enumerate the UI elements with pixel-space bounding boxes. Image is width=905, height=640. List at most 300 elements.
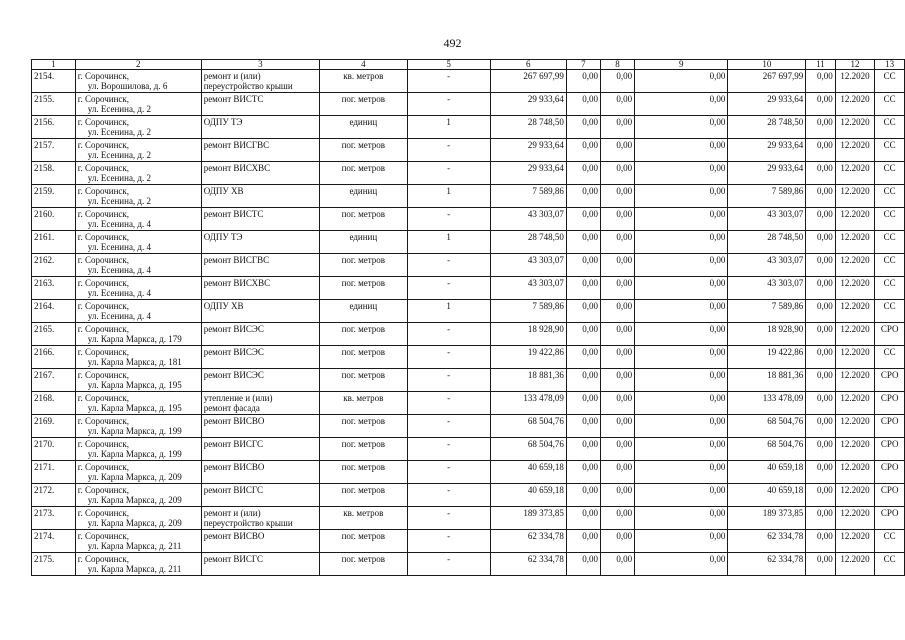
cost-col-10-cell: 19 422,86 xyxy=(728,346,806,369)
cost-col-9-cell: 0,00 xyxy=(635,70,728,93)
total-cost-cell: 28 748,50 xyxy=(490,231,566,254)
quantity-cell: - xyxy=(407,507,490,530)
cost-col-11-cell: 0,00 xyxy=(806,438,835,461)
unit-cell: пог. метров xyxy=(320,530,407,553)
cost-col-8-cell: 0,00 xyxy=(600,139,634,162)
cost-col-7-cell: 0,00 xyxy=(566,162,600,185)
unit-cell: кв. метров xyxy=(320,70,407,93)
cost-col-7-cell: 0,00 xyxy=(566,93,600,116)
quantity-cell: - xyxy=(407,93,490,116)
total-cost-cell: 18 881,36 xyxy=(490,369,566,392)
row-number: 2166. xyxy=(32,346,76,369)
unit-cell: пог. метров xyxy=(320,323,407,346)
completion-date-cell: 12.2020 xyxy=(835,507,875,530)
address-cell xyxy=(75,277,201,300)
address-street: ул. Карла Маркса, д. 181 xyxy=(87,357,182,367)
address-cell xyxy=(75,116,201,139)
address-cell xyxy=(75,231,201,254)
work-type-line: ремонт ВИСГС xyxy=(203,439,263,449)
unit-cell: кв. метров xyxy=(320,507,407,530)
cost-col-8-cell: 0,00 xyxy=(600,93,634,116)
cost-col-9-cell: 0,00 xyxy=(635,300,728,323)
total-cost-cell: 40 659,18 xyxy=(490,461,566,484)
total-cost-cell: 29 933,64 xyxy=(490,93,566,116)
unit-cell: пог. метров xyxy=(320,139,407,162)
unit-cell: пог. метров xyxy=(320,461,407,484)
row-number: 2161. xyxy=(32,231,76,254)
work-type-line: ОДПУ ХВ xyxy=(203,301,244,311)
unit-cell: пог. метров xyxy=(320,553,407,576)
table-row xyxy=(32,392,905,415)
work-type-cell xyxy=(201,93,319,116)
address-city: г. Сорочинск, xyxy=(77,508,130,518)
address-cell xyxy=(75,461,201,484)
quantity-cell: 1 xyxy=(407,231,490,254)
work-type-cell xyxy=(201,553,319,576)
cost-col-11-cell: 0,00 xyxy=(806,323,835,346)
row-number: 2155. xyxy=(32,93,76,116)
work-type-cell xyxy=(201,530,319,553)
fund-type-cell: СРО xyxy=(875,438,905,461)
address-street: ул. Карла Маркса, д. 211 xyxy=(87,541,182,551)
table-row xyxy=(32,484,905,507)
address-city: г. Сорочинск, xyxy=(77,416,130,426)
quantity-cell: - xyxy=(407,70,490,93)
row-number: 2159. xyxy=(32,185,76,208)
quantity-cell: - xyxy=(407,162,490,185)
row-number: 2163. xyxy=(32,277,76,300)
total-cost-cell: 62 334,78 xyxy=(490,530,566,553)
cost-col-10-cell: 18 928,90 xyxy=(728,323,806,346)
table-row xyxy=(32,553,905,576)
address-city: г. Сорочинск, xyxy=(77,140,130,150)
cost-col-8-cell: 0,00 xyxy=(600,231,634,254)
work-type-line: ремонт ВИСХВС xyxy=(203,163,271,173)
cost-col-7-cell: 0,00 xyxy=(566,530,600,553)
cost-col-11-cell: 0,00 xyxy=(806,346,835,369)
work-type-cell xyxy=(201,185,319,208)
row-number: 2160. xyxy=(32,208,76,231)
quantity-cell: - xyxy=(407,438,490,461)
work-type-cell xyxy=(201,139,319,162)
cost-col-9-cell: 0,00 xyxy=(635,392,728,415)
completion-date-cell: 12.2020 xyxy=(835,369,875,392)
work-type-cell xyxy=(201,369,319,392)
cost-col-8-cell: 0,00 xyxy=(600,323,634,346)
work-type-line: ОДПУ ХВ xyxy=(203,186,244,196)
fund-type-cell: СС xyxy=(875,277,905,300)
work-type-line: ремонт ВИСЭС xyxy=(203,324,264,334)
total-cost-cell: 29 933,64 xyxy=(490,162,566,185)
fund-type-cell: СС xyxy=(875,208,905,231)
total-cost-cell: 133 478,09 xyxy=(490,392,566,415)
column-header-3: 3 xyxy=(201,60,319,70)
row-number: 2167. xyxy=(32,369,76,392)
table-header xyxy=(32,60,905,70)
fund-type-cell: СС xyxy=(875,139,905,162)
table-body xyxy=(32,70,905,576)
capital-repair-table xyxy=(31,59,905,576)
fund-type-cell: СС xyxy=(875,231,905,254)
address-cell xyxy=(75,346,201,369)
quantity-cell: - xyxy=(407,461,490,484)
cost-col-7-cell: 0,00 xyxy=(566,461,600,484)
cost-col-8-cell: 0,00 xyxy=(600,162,634,185)
cost-col-7-cell: 0,00 xyxy=(566,116,600,139)
work-type-line: ремонт ВИСТС xyxy=(203,94,264,104)
address-street: ул. Есенина, д. 4 xyxy=(87,265,152,275)
cost-col-11-cell: 0,00 xyxy=(806,461,835,484)
table-row xyxy=(32,346,905,369)
fund-type-cell: СРО xyxy=(875,461,905,484)
table-row xyxy=(32,300,905,323)
cost-col-10-cell: 43 303,07 xyxy=(728,254,806,277)
work-type-line: ремонт ВИСВО xyxy=(203,531,265,541)
fund-type-cell: СС xyxy=(875,70,905,93)
cost-col-9-cell: 0,00 xyxy=(635,530,728,553)
fund-type-cell: СС xyxy=(875,116,905,139)
address-cell xyxy=(75,438,201,461)
cost-col-7-cell: 0,00 xyxy=(566,415,600,438)
total-cost-cell: 7 589,86 xyxy=(490,185,566,208)
address-city: г. Сорочинск, xyxy=(77,324,130,334)
fund-type-cell: СС xyxy=(875,93,905,116)
unit-cell: пог. метров xyxy=(320,484,407,507)
cost-col-10-cell: 28 748,50 xyxy=(728,231,806,254)
cost-col-9-cell: 0,00 xyxy=(635,162,728,185)
address-cell xyxy=(75,415,201,438)
cost-col-8-cell: 0,00 xyxy=(600,185,634,208)
completion-date-cell: 12.2020 xyxy=(835,346,875,369)
cost-col-9-cell: 0,00 xyxy=(635,461,728,484)
work-type-cell xyxy=(201,208,319,231)
total-cost-cell: 43 303,07 xyxy=(490,254,566,277)
quantity-cell: - xyxy=(407,530,490,553)
table-row xyxy=(32,70,905,93)
total-cost-cell: 28 748,50 xyxy=(490,116,566,139)
unit-cell: пог. метров xyxy=(320,346,407,369)
address-street: ул. Карла Маркса, д. 199 xyxy=(87,449,182,459)
completion-date-cell: 12.2020 xyxy=(835,70,875,93)
quantity-cell: 1 xyxy=(407,300,490,323)
unit-cell: пог. метров xyxy=(320,93,407,116)
column-header-2: 2 xyxy=(75,60,201,70)
cost-col-7-cell: 0,00 xyxy=(566,231,600,254)
cost-col-8-cell: 0,00 xyxy=(600,392,634,415)
work-type-line: ремонт ВИСВО xyxy=(203,462,265,472)
cost-col-9-cell: 0,00 xyxy=(635,484,728,507)
address-city: г. Сорочинск, xyxy=(77,462,130,472)
address-street: ул. Есенина, д. 4 xyxy=(87,288,152,298)
unit-cell: пог. метров xyxy=(320,438,407,461)
total-cost-cell: 19 422,86 xyxy=(490,346,566,369)
cost-col-8-cell: 0,00 xyxy=(600,369,634,392)
quantity-cell: - xyxy=(407,277,490,300)
quantity-cell: - xyxy=(407,369,490,392)
row-number: 2154. xyxy=(32,70,76,93)
cost-col-7-cell: 0,00 xyxy=(566,392,600,415)
cost-col-11-cell: 0,00 xyxy=(806,185,835,208)
cost-col-7-cell: 0,00 xyxy=(566,323,600,346)
work-type-cell xyxy=(201,116,319,139)
cost-col-10-cell: 43 303,07 xyxy=(728,277,806,300)
address-city: г. Сорочинск, xyxy=(77,301,130,311)
table-row xyxy=(32,185,905,208)
quantity-cell: - xyxy=(407,346,490,369)
cost-col-8-cell: 0,00 xyxy=(600,254,634,277)
address-city: г. Сорочинск, xyxy=(77,255,130,265)
address-city: г. Сорочинск, xyxy=(77,117,130,127)
cost-col-8-cell: 0,00 xyxy=(600,507,634,530)
work-type-cell xyxy=(201,231,319,254)
address-cell xyxy=(75,162,201,185)
table-row xyxy=(32,507,905,530)
cost-col-8-cell: 0,00 xyxy=(600,438,634,461)
address-city: г. Сорочинск, xyxy=(77,94,130,104)
address-street: ул. Есенина, д. 2 xyxy=(87,196,152,206)
work-type-line: ремонт ВИСЭС xyxy=(203,370,264,380)
quantity-cell: 1 xyxy=(407,116,490,139)
cost-col-10-cell: 68 504,76 xyxy=(728,438,806,461)
cost-col-7-cell: 0,00 xyxy=(566,254,600,277)
cost-col-11-cell: 0,00 xyxy=(806,507,835,530)
cost-col-9-cell: 0,00 xyxy=(635,553,728,576)
address-street: ул. Есенина, д. 4 xyxy=(87,242,152,252)
cost-col-7-cell: 0,00 xyxy=(566,346,600,369)
fund-type-cell: СРО xyxy=(875,507,905,530)
completion-date-cell: 12.2020 xyxy=(835,415,875,438)
cost-col-10-cell: 29 933,64 xyxy=(728,139,806,162)
work-type-cell xyxy=(201,392,319,415)
column-header-1: 1 xyxy=(32,60,76,70)
completion-date-cell: 12.2020 xyxy=(835,461,875,484)
unit-cell: единиц xyxy=(320,116,407,139)
fund-type-cell: СРО xyxy=(875,369,905,392)
address-city: г. Сорочинск, xyxy=(77,393,130,403)
work-type-line: ОДПУ ТЭ xyxy=(203,232,243,242)
address-cell xyxy=(75,323,201,346)
address-city: г. Сорочинск, xyxy=(77,531,130,541)
table-row xyxy=(32,139,905,162)
fund-type-cell: СС xyxy=(875,300,905,323)
address-city: г. Сорочинск, xyxy=(77,186,130,196)
total-cost-cell: 40 659,18 xyxy=(490,484,566,507)
cost-col-8-cell: 0,00 xyxy=(600,208,634,231)
table-row xyxy=(32,254,905,277)
cost-col-8-cell: 0,00 xyxy=(600,553,634,576)
cost-col-9-cell: 0,00 xyxy=(635,208,728,231)
fund-type-cell: СС xyxy=(875,185,905,208)
cost-col-11-cell: 0,00 xyxy=(806,254,835,277)
unit-cell: единиц xyxy=(320,185,407,208)
cost-col-11-cell: 0,00 xyxy=(806,116,835,139)
cost-col-7-cell: 0,00 xyxy=(566,553,600,576)
cost-col-11-cell: 0,00 xyxy=(806,231,835,254)
cost-col-10-cell: 68 504,76 xyxy=(728,415,806,438)
address-cell xyxy=(75,185,201,208)
completion-date-cell: 12.2020 xyxy=(835,162,875,185)
cost-col-7-cell: 0,00 xyxy=(566,139,600,162)
column-header-5: 5 xyxy=(407,60,490,70)
total-cost-cell: 18 928,90 xyxy=(490,323,566,346)
work-type-cell xyxy=(201,461,319,484)
completion-date-cell: 12.2020 xyxy=(835,139,875,162)
table-row xyxy=(32,93,905,116)
work-type-line: ремонт ВИСТС xyxy=(203,209,264,219)
cost-col-10-cell: 29 933,64 xyxy=(728,162,806,185)
quantity-cell: - xyxy=(407,139,490,162)
fund-type-cell: СС xyxy=(875,530,905,553)
work-type-cell xyxy=(201,300,319,323)
cost-col-11-cell: 0,00 xyxy=(806,139,835,162)
address-cell xyxy=(75,530,201,553)
unit-cell: пог. метров xyxy=(320,162,407,185)
address-cell xyxy=(75,507,201,530)
completion-date-cell: 12.2020 xyxy=(835,323,875,346)
address-city: г. Сорочинск, xyxy=(77,485,130,495)
cost-col-9-cell: 0,00 xyxy=(635,415,728,438)
cost-col-10-cell: 28 748,50 xyxy=(728,116,806,139)
column-header-8: 8 xyxy=(600,60,634,70)
address-street: ул. Карла Маркса, д. 195 xyxy=(87,380,182,390)
unit-cell: пог. метров xyxy=(320,208,407,231)
cost-col-10-cell: 189 373,85 xyxy=(728,507,806,530)
cost-col-9-cell: 0,00 xyxy=(635,438,728,461)
quantity-cell: 1 xyxy=(407,185,490,208)
row-number: 2156. xyxy=(32,116,76,139)
row-number: 2174. xyxy=(32,530,76,553)
page-number: 492 xyxy=(443,36,462,50)
cost-col-8-cell: 0,00 xyxy=(600,415,634,438)
total-cost-cell: 7 589,86 xyxy=(490,300,566,323)
cost-col-8-cell: 0,00 xyxy=(600,346,634,369)
fund-type-cell: СС xyxy=(875,346,905,369)
address-cell xyxy=(75,93,201,116)
column-header-10: 10 xyxy=(728,60,806,70)
table-row xyxy=(32,461,905,484)
row-number: 2162. xyxy=(32,254,76,277)
completion-date-cell: 12.2020 xyxy=(835,254,875,277)
cost-col-7-cell: 0,00 xyxy=(566,300,600,323)
completion-date-cell: 12.2020 xyxy=(835,392,875,415)
unit-cell: единиц xyxy=(320,300,407,323)
quantity-cell: - xyxy=(407,484,490,507)
cost-col-11-cell: 0,00 xyxy=(806,415,835,438)
address-cell xyxy=(75,484,201,507)
work-type-cell xyxy=(201,70,319,93)
work-type-cell xyxy=(201,415,319,438)
quantity-cell: - xyxy=(407,392,490,415)
work-type-line-2: переустройство крыши xyxy=(203,518,293,528)
total-cost-cell: 68 504,76 xyxy=(490,438,566,461)
row-number: 2171. xyxy=(32,461,76,484)
cost-col-11-cell: 0,00 xyxy=(806,484,835,507)
address-city: г. Сорочинск, xyxy=(77,209,130,219)
cost-col-11-cell: 0,00 xyxy=(806,530,835,553)
cost-col-10-cell: 133 478,09 xyxy=(728,392,806,415)
table-row xyxy=(32,231,905,254)
address-street: ул. Ворошилова, д. 6 xyxy=(87,81,168,91)
table-row xyxy=(32,530,905,553)
table-row xyxy=(32,438,905,461)
row-number: 2164. xyxy=(32,300,76,323)
cost-col-7-cell: 0,00 xyxy=(566,277,600,300)
cost-col-10-cell: 29 933,64 xyxy=(728,93,806,116)
row-number: 2175. xyxy=(32,553,76,576)
cost-col-7-cell: 0,00 xyxy=(566,507,600,530)
cost-col-10-cell: 62 334,78 xyxy=(728,530,806,553)
table-row xyxy=(32,415,905,438)
cost-col-10-cell: 18 881,36 xyxy=(728,369,806,392)
work-type-cell xyxy=(201,346,319,369)
cost-col-11-cell: 0,00 xyxy=(806,300,835,323)
cost-col-9-cell: 0,00 xyxy=(635,93,728,116)
work-type-cell xyxy=(201,507,319,530)
cost-col-9-cell: 0,00 xyxy=(635,323,728,346)
table-row xyxy=(32,323,905,346)
cost-col-7-cell: 0,00 xyxy=(566,438,600,461)
address-city: г. Сорочинск, xyxy=(77,278,130,288)
address-street: ул. Есенина, д. 2 xyxy=(87,173,152,183)
row-number: 2157. xyxy=(32,139,76,162)
address-city: г. Сорочинск, xyxy=(77,370,130,380)
cost-col-9-cell: 0,00 xyxy=(635,116,728,139)
cost-col-7-cell: 0,00 xyxy=(566,208,600,231)
fund-type-cell: СС xyxy=(875,162,905,185)
cost-col-9-cell: 0,00 xyxy=(635,369,728,392)
total-cost-cell: 267 697,99 xyxy=(490,70,566,93)
cost-col-11-cell: 0,00 xyxy=(806,277,835,300)
cost-col-9-cell: 0,00 xyxy=(635,346,728,369)
total-cost-cell: 68 504,76 xyxy=(490,415,566,438)
unit-cell: пог. метров xyxy=(320,254,407,277)
cost-col-8-cell: 0,00 xyxy=(600,484,634,507)
work-type-line-2: переустройство крыши xyxy=(203,81,293,91)
address-city: г. Сорочинск, xyxy=(77,554,130,564)
address-street: ул. Карла Маркса, д. 199 xyxy=(87,426,182,436)
work-type-line: ремонт и (или) xyxy=(203,508,261,518)
address-street: ул. Есенина, д. 2 xyxy=(87,150,152,160)
address-street: ул. Есенина, д. 4 xyxy=(87,311,152,321)
unit-cell: единиц xyxy=(320,231,407,254)
cost-col-7-cell: 0,00 xyxy=(566,484,600,507)
cost-col-11-cell: 0,00 xyxy=(806,208,835,231)
cost-col-9-cell: 0,00 xyxy=(635,507,728,530)
work-type-line: ремонт ВИСХВС xyxy=(203,278,271,288)
cost-col-11-cell: 0,00 xyxy=(806,70,835,93)
work-type-line: ремонт ВИСГС xyxy=(203,485,263,495)
unit-cell: пог. метров xyxy=(320,369,407,392)
cost-col-8-cell: 0,00 xyxy=(600,116,634,139)
table-row xyxy=(32,369,905,392)
address-city: г. Сорочинск, xyxy=(77,232,130,242)
row-number: 2169. xyxy=(32,415,76,438)
work-type-cell xyxy=(201,484,319,507)
cost-col-9-cell: 0,00 xyxy=(635,254,728,277)
unit-cell: пог. метров xyxy=(320,277,407,300)
row-number: 2170. xyxy=(32,438,76,461)
quantity-cell: - xyxy=(407,254,490,277)
cost-col-9-cell: 0,00 xyxy=(635,231,728,254)
table-row xyxy=(32,277,905,300)
row-number: 2168. xyxy=(32,392,76,415)
column-header-7: 7 xyxy=(566,60,600,70)
total-cost-cell: 43 303,07 xyxy=(490,277,566,300)
cost-col-7-cell: 0,00 xyxy=(566,70,600,93)
column-header-9: 9 xyxy=(635,60,728,70)
work-type-line: ОДПУ ТЭ xyxy=(203,117,243,127)
cost-col-10-cell: 62 334,78 xyxy=(728,553,806,576)
